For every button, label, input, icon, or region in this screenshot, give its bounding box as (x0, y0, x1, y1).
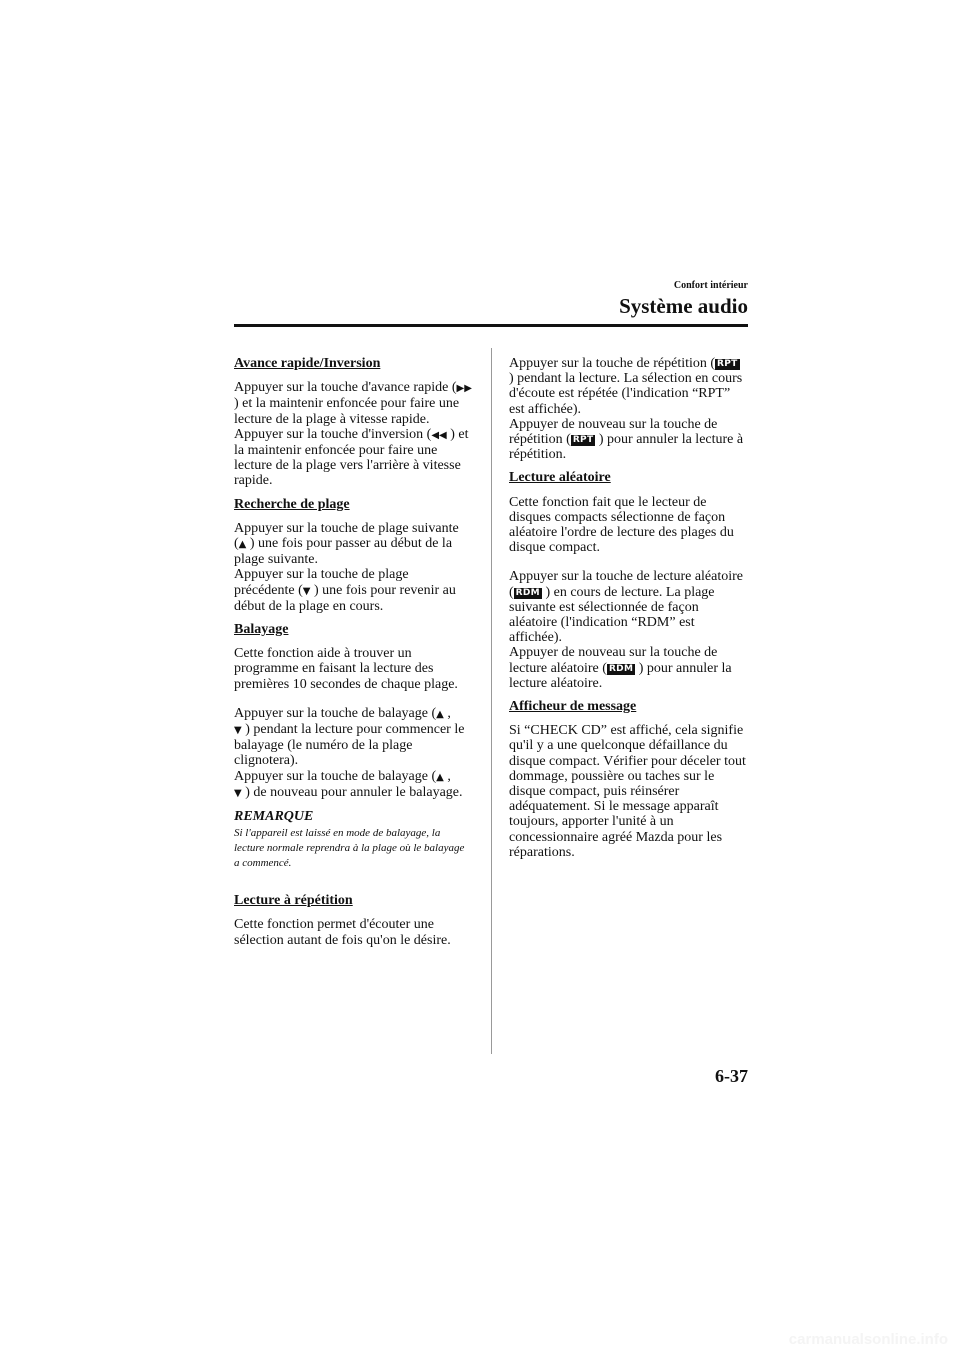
heading-track-search: Recherche de plage (234, 496, 350, 512)
chapter-title: Confort intérieur (673, 280, 748, 291)
paragraph-random-intro: Cette fonction fait que le lecteur de disques compacts sélectionne de façon aléatoire l'ordre de lecture des plages du disque compact. (509, 494, 734, 556)
heading-random: Lecture aléatoire (509, 470, 611, 486)
text-span: , (443, 705, 451, 721)
paragraph-track-search (234, 521, 472, 614)
rdm-button-icon: RDM (608, 663, 634, 674)
paragraph-repeat: Cette fonction permet d'écouter une sélection autant de fois qu'on le désire. (234, 917, 451, 948)
watermark: carmanualsonline.info (788, 1331, 948, 1348)
text-span: ) pour annuler la lecture aléatoire. (509, 660, 732, 691)
paragraph-repeat-usage (509, 356, 747, 462)
left-column (234, 356, 472, 956)
paragraph-message-display: Si “CHECK CD” est affiché, cela signifie qu'il y a une quelconque défaillance du disque compact. Vérifier pour déceler tout dommage, poussière ou taches sur le disque compact, puis réinsérer adéquatement. Si le message apparaît toujours, apporter l'unité à un concessionnaire agréé Mazda pour les réparations. (509, 723, 746, 860)
note-title: REMARQUE (234, 809, 314, 825)
down-arrow-icon: ▼ (234, 725, 242, 737)
text-span: Appuyer de nouveau sur la touche de répétition ( (509, 416, 718, 448)
page-number: 6-37 (715, 1066, 748, 1086)
text-span: , (443, 768, 451, 784)
rewind-icon: ◀◀ (431, 429, 447, 441)
text-span: ) et la maintenir enfoncée pour faire une lecture de la plage à vitesse rapide. (234, 396, 460, 427)
text-span: Appuyer sur la touche de plage précédente ( (234, 567, 409, 598)
section-title: Système audio (619, 294, 748, 318)
up-arrow-icon: ▲ (436, 771, 444, 783)
note-text: Si l'appareil est laissé en mode de balayage, la lecture normale reprendra à la plage où le balayage a commencé. (234, 827, 465, 870)
down-arrow-icon: ▼ (302, 585, 311, 597)
text-span: Appuyer sur la touche de balayage ( (234, 705, 437, 721)
text-span: ) de nouveau pour annuler le balayage. (241, 784, 463, 800)
text-span: ) une fois pour passer au début de la plage suivante. (234, 536, 453, 568)
up-arrow-icon: ▲ (238, 539, 247, 551)
text-span: ) une fois pour revenir au début de la plage en cours. (234, 582, 456, 614)
text-span: Appuyer sur la touche de répétition ( (509, 356, 716, 371)
heading-fast-forward: Avance rapide/Inversion (234, 356, 381, 371)
paragraph-fast-forward (234, 380, 472, 488)
paragraph-random-usage (509, 569, 747, 691)
text-span: ) et la maintenir enfoncée pour faire une lecture de la plage vers l'arrière à vitesse rapide. (234, 426, 469, 489)
heading-scan: Balayage (234, 622, 289, 638)
rdm-button-icon: RDM (515, 587, 540, 598)
text-span: Appuyer sur la touche d'avance rapide ( (234, 380, 457, 396)
text-span: Appuyer sur la touche de plage suivante ( (234, 520, 459, 552)
text-span: ) pour annuler la lecture à répétition. (509, 432, 744, 463)
text-span: Appuyer de nouveau sur la touche de lecture aléatoire ( (509, 645, 718, 676)
text-span: ) pendant la lecture. La sélection en cours d'écoute est répétée (l'indication “RPT” est affichée). (509, 371, 743, 417)
text-span: ) en cours de lecture. La plage suivante est sélectionnée de façon aléatoire (l'indication “RDM” est affichée). (509, 584, 715, 646)
paragraph-scan-usage (234, 706, 472, 801)
heading-repeat: Lecture à répétition (234, 893, 353, 909)
text-span: ) pendant la lecture pour commencer le balayage (le numéro de la plage clignotera). (234, 722, 465, 769)
heading-message-display: Afficheur de message (509, 699, 637, 715)
fast-forward-icon: ▶▶ (456, 383, 472, 395)
down-arrow-icon: ▼ (234, 787, 242, 799)
text-span: Appuyer sur la touche de lecture aléatoire ( (509, 569, 744, 600)
rpt-button-icon: RPT (572, 435, 594, 446)
column-divider (491, 348, 492, 1054)
paragraph-scan-intro: Cette fonction aide à trouver un programme en faisant la lecture des premières 10 secondes de chaque plage. (234, 646, 458, 692)
text-span: Appuyer sur la touche de balayage ( (234, 768, 437, 784)
rpt-button-icon: RPT (717, 359, 738, 369)
right-column (509, 356, 747, 868)
header-rule (234, 324, 748, 327)
text-span: Appuyer sur la touche d'inversion ( (234, 426, 432, 442)
up-arrow-icon: ▲ (436, 708, 444, 720)
